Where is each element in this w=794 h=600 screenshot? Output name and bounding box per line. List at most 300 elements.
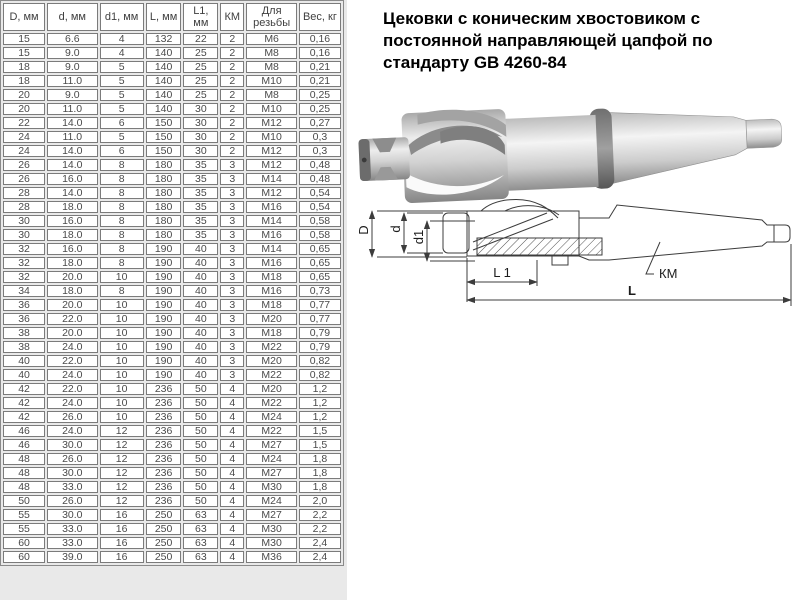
table-cell: 3 <box>220 257 244 269</box>
table-row <box>3 425 341 437</box>
table-cell: 24.0 <box>47 425 97 437</box>
table-row <box>3 523 341 535</box>
table-cell: 236 <box>146 397 182 409</box>
table-cell: М30 <box>246 523 296 535</box>
table-cell: 4 <box>220 509 244 521</box>
table-cell: 35 <box>183 215 218 227</box>
table-cell: 5 <box>100 75 144 87</box>
table-cell: 8 <box>100 159 144 171</box>
table-row <box>3 467 341 479</box>
table-cell: 26 <box>3 159 45 171</box>
table-row <box>3 481 341 493</box>
table-cell: 236 <box>146 425 182 437</box>
table-cell: 14.0 <box>47 117 97 129</box>
table-row <box>3 117 341 129</box>
table-cell: 4 <box>220 411 244 423</box>
table-cell: М27 <box>246 467 296 479</box>
table-cell: 8 <box>100 285 144 297</box>
table-cell: 60 <box>3 537 45 549</box>
table-cell: 48 <box>3 453 45 465</box>
table-cell: 22 <box>183 33 218 45</box>
table-cell: 8 <box>100 257 144 269</box>
table-cell: 5 <box>100 103 144 115</box>
table-cell: 39.0 <box>47 551 97 563</box>
table-cell: М12 <box>246 159 296 171</box>
table-cell: М22 <box>246 425 296 437</box>
table-cell: 4 <box>220 481 244 493</box>
table-cell: 236 <box>146 439 182 451</box>
spec-table <box>0 0 344 566</box>
column-header: L1, мм <box>183 3 218 31</box>
table-cell: 250 <box>146 537 182 549</box>
table-cell: 48 <box>3 467 45 479</box>
table-row <box>3 355 341 367</box>
table-cell: 140 <box>146 47 182 59</box>
table-cell: 12 <box>100 481 144 493</box>
table-cell: М24 <box>246 453 296 465</box>
table-cell: 14.0 <box>47 159 97 171</box>
table-cell: 0,65 <box>299 271 341 283</box>
table-cell: 16.0 <box>47 215 97 227</box>
table-cell: 0,82 <box>299 369 341 381</box>
table-cell: 2 <box>220 75 244 87</box>
table-cell: 12 <box>100 453 144 465</box>
table-cell: 3 <box>220 313 244 325</box>
table-row <box>3 103 341 115</box>
table-cell: 18.0 <box>47 229 97 241</box>
table-cell: М20 <box>246 355 296 367</box>
table-cell: 0,25 <box>299 89 341 101</box>
content-panel <box>347 0 794 600</box>
table-cell: 24.0 <box>47 341 97 353</box>
table-cell: М27 <box>246 509 296 521</box>
table-cell: 2,2 <box>299 523 341 535</box>
table-row <box>3 411 341 423</box>
table-cell: 40 <box>183 327 218 339</box>
table-cell: 4 <box>220 425 244 437</box>
table-cell: 236 <box>146 453 182 465</box>
dimension-diagram-svg <box>347 198 794 338</box>
table-cell: 2 <box>220 145 244 157</box>
table-cell: 30.0 <box>47 509 97 521</box>
table-cell: 50 <box>183 481 218 493</box>
table-cell: 140 <box>146 75 182 87</box>
table-cell: М6 <box>246 33 296 45</box>
table-cell: 0,21 <box>299 61 341 73</box>
table-cell: 0,65 <box>299 243 341 255</box>
table-cell: 24 <box>3 145 45 157</box>
table-cell: 3 <box>220 327 244 339</box>
table-cell: 16 <box>100 509 144 521</box>
table-cell: 180 <box>146 173 182 185</box>
tool-photo-image <box>351 86 791 216</box>
table-cell: 16.0 <box>47 243 97 255</box>
table-cell: 3 <box>220 187 244 199</box>
table-cell: 190 <box>146 341 182 353</box>
table-cell: М10 <box>246 131 296 143</box>
table-cell: 3 <box>220 285 244 297</box>
table-cell: 2,2 <box>299 509 341 521</box>
table-row <box>3 313 341 325</box>
table-cell: 40 <box>183 313 218 325</box>
table-cell: 30.0 <box>47 439 97 451</box>
table-cell: 30.0 <box>47 467 97 479</box>
table-cell: 38 <box>3 341 45 353</box>
table-row <box>3 33 341 45</box>
table-cell: 190 <box>146 369 182 381</box>
table-cell: 2 <box>220 61 244 73</box>
table-cell: 40 <box>183 243 218 255</box>
table-row <box>3 61 341 73</box>
table-cell: 4 <box>220 551 244 563</box>
table-cell: М16 <box>246 201 296 213</box>
table-cell: М12 <box>246 117 296 129</box>
table-cell: 25 <box>183 75 218 87</box>
table-cell: 35 <box>183 159 218 171</box>
table-cell: 42 <box>3 383 45 395</box>
table-body <box>3 33 341 563</box>
table-cell: 0,77 <box>299 313 341 325</box>
table-cell: 22.0 <box>47 313 97 325</box>
table-cell: 26.0 <box>47 495 97 507</box>
table-cell: 0,48 <box>299 173 341 185</box>
table-cell: 36 <box>3 299 45 311</box>
table-cell: 236 <box>146 383 182 395</box>
table-cell: 5 <box>100 61 144 73</box>
table-cell: 22 <box>3 117 45 129</box>
table-cell: 15 <box>3 33 45 45</box>
table-cell: М14 <box>246 243 296 255</box>
table-cell: 26 <box>3 173 45 185</box>
table-row <box>3 271 341 283</box>
table-cell: 1,8 <box>299 453 341 465</box>
table-cell: 4 <box>220 439 244 451</box>
table-cell: 35 <box>183 187 218 199</box>
table-cell: 63 <box>183 537 218 549</box>
table-cell: М8 <box>246 47 296 59</box>
table-cell: 0,54 <box>299 187 341 199</box>
table-row <box>3 551 341 563</box>
table-cell: 11.0 <box>47 75 97 87</box>
table-cell: 0,25 <box>299 103 341 115</box>
table-cell: М22 <box>246 397 296 409</box>
table-row <box>3 173 341 185</box>
table-cell: 2 <box>220 89 244 101</box>
table-cell: 30 <box>183 145 218 157</box>
table-cell: 0,65 <box>299 257 341 269</box>
table-cell: 50 <box>183 453 218 465</box>
spec-table-panel <box>0 0 347 600</box>
table-cell: 55 <box>3 523 45 535</box>
table-cell: 25 <box>183 61 218 73</box>
table-cell: 10 <box>100 383 144 395</box>
table-cell: 2 <box>220 117 244 129</box>
table-cell: 50 <box>183 467 218 479</box>
table-cell: 2 <box>220 103 244 115</box>
table-cell: 1,5 <box>299 439 341 451</box>
table-cell: 2 <box>220 47 244 59</box>
table-cell: 190 <box>146 313 182 325</box>
table-cell: 8 <box>100 215 144 227</box>
table-cell: 40 <box>3 355 45 367</box>
table-cell: 11.0 <box>47 131 97 143</box>
table-row <box>3 509 341 521</box>
table-cell: 250 <box>146 523 182 535</box>
dim-label-d1: d1 <box>411 229 426 245</box>
table-cell: 10 <box>100 355 144 367</box>
table-cell: 12 <box>100 425 144 437</box>
table-cell: 180 <box>146 201 182 213</box>
column-header: d1, мм <box>100 3 144 31</box>
table-cell: 3 <box>220 299 244 311</box>
table-cell: 1,2 <box>299 383 341 395</box>
column-header: d, мм <box>47 3 97 31</box>
table-cell: 22.0 <box>47 355 97 367</box>
table-row <box>3 131 341 143</box>
table-cell: 150 <box>146 145 182 157</box>
table-cell: 0,79 <box>299 327 341 339</box>
table-cell: 20.0 <box>47 299 97 311</box>
table-cell: 33.0 <box>47 481 97 493</box>
table-cell: 2,0 <box>299 495 341 507</box>
table-cell: 33.0 <box>47 537 97 549</box>
table-row <box>3 187 341 199</box>
table-cell: М16 <box>246 257 296 269</box>
table-cell: 2 <box>220 131 244 143</box>
table-cell: 35 <box>183 173 218 185</box>
table-cell: 0,54 <box>299 201 341 213</box>
table-cell: 180 <box>146 229 182 241</box>
table-cell: 40 <box>183 355 218 367</box>
column-header: D, мм <box>3 3 45 31</box>
table-cell: 0,27 <box>299 117 341 129</box>
tool-photo <box>351 86 791 216</box>
table-cell: 140 <box>146 89 182 101</box>
table-cell: 190 <box>146 243 182 255</box>
table-cell: 24.0 <box>47 397 97 409</box>
table-cell: М20 <box>246 313 296 325</box>
table-row <box>3 243 341 255</box>
table-cell: 42 <box>3 397 45 409</box>
table-cell: 9.0 <box>47 47 97 59</box>
table-cell: 15 <box>3 47 45 59</box>
table-cell: 8 <box>100 187 144 199</box>
table-cell: 20 <box>3 89 45 101</box>
table-cell: М12 <box>246 145 296 157</box>
table-cell: 50 <box>183 425 218 437</box>
table-cell: 63 <box>183 509 218 521</box>
table-cell: М16 <box>246 229 296 241</box>
table-cell: 30 <box>183 131 218 143</box>
table-cell: 30 <box>3 215 45 227</box>
table-cell: 3 <box>220 243 244 255</box>
table-cell: 180 <box>146 159 182 171</box>
table-row <box>3 47 341 59</box>
table-cell: 8 <box>100 229 144 241</box>
table-cell: 6 <box>100 117 144 129</box>
table-cell: 190 <box>146 355 182 367</box>
table-cell: 0,73 <box>299 285 341 297</box>
table-cell: 3 <box>220 215 244 227</box>
table-cell: 250 <box>146 509 182 521</box>
table-cell: 0,3 <box>299 131 341 143</box>
table-cell: 3 <box>220 341 244 353</box>
table-cell: 25 <box>183 89 218 101</box>
table-cell: М10 <box>246 103 296 115</box>
table-cell: 20 <box>3 103 45 115</box>
table-cell: 14.0 <box>47 187 97 199</box>
table-cell: 10 <box>100 271 144 283</box>
table-cell: 4 <box>100 33 144 45</box>
table-cell: 40 <box>183 271 218 283</box>
table-cell: 1,8 <box>299 481 341 493</box>
table-row <box>3 201 341 213</box>
table-cell: 22.0 <box>47 383 97 395</box>
table-cell: 28 <box>3 201 45 213</box>
table-cell: 9.0 <box>47 89 97 101</box>
table-cell: 18.0 <box>47 285 97 297</box>
table-cell: М14 <box>246 215 296 227</box>
table-cell: 4 <box>220 397 244 409</box>
table-cell: М36 <box>246 551 296 563</box>
table-cell: 8 <box>100 201 144 213</box>
table-cell: 55 <box>3 509 45 521</box>
table-cell: 3 <box>220 369 244 381</box>
table-row <box>3 453 341 465</box>
table-cell: 28 <box>3 187 45 199</box>
table-cell: 50 <box>183 495 218 507</box>
table-cell: 132 <box>146 33 182 45</box>
table-cell: 4 <box>220 383 244 395</box>
table-cell: 16 <box>100 537 144 549</box>
table-cell: М24 <box>246 495 296 507</box>
table-cell: 18.0 <box>47 257 97 269</box>
table-cell: 8 <box>100 243 144 255</box>
table-cell: 0,3 <box>299 145 341 157</box>
table-cell: 46 <box>3 439 45 451</box>
table-cell: 40 <box>183 257 218 269</box>
table-cell: 1,5 <box>299 425 341 437</box>
table-cell: 3 <box>220 355 244 367</box>
table-cell: М30 <box>246 537 296 549</box>
column-header: Для резьбы <box>246 3 296 31</box>
table-cell: 10 <box>100 341 144 353</box>
table-cell: 236 <box>146 481 182 493</box>
table-cell: 150 <box>146 117 182 129</box>
table-cell: 10 <box>100 369 144 381</box>
table-cell: 3 <box>220 173 244 185</box>
table-cell: 150 <box>146 131 182 143</box>
table-cell: 4 <box>220 467 244 479</box>
table-row <box>3 495 341 507</box>
table-cell: М16 <box>246 285 296 297</box>
table-cell: 33.0 <box>47 523 97 535</box>
table-cell: 10 <box>100 299 144 311</box>
table-cell: 2,4 <box>299 537 341 549</box>
table-cell: 2,4 <box>299 551 341 563</box>
table-row <box>3 369 341 381</box>
table-row <box>3 257 341 269</box>
table-cell: 30 <box>183 103 218 115</box>
table-cell: 30 <box>183 117 218 129</box>
table-cell: 180 <box>146 187 182 199</box>
table-cell: 1,8 <box>299 467 341 479</box>
table-cell: 2 <box>220 33 244 45</box>
table-cell: 4 <box>220 523 244 535</box>
table-cell: 18.0 <box>47 201 97 213</box>
table-row <box>3 89 341 101</box>
table-cell: 236 <box>146 467 182 479</box>
table-cell: 32 <box>3 271 45 283</box>
dim-label-d: d <box>388 225 403 233</box>
table-cell: 3 <box>220 229 244 241</box>
table-cell: 12 <box>100 467 144 479</box>
table-cell: 4 <box>220 537 244 549</box>
table-cell: 190 <box>146 271 182 283</box>
table-cell: 3 <box>220 159 244 171</box>
table-cell: 30 <box>3 229 45 241</box>
table-cell: 38 <box>3 327 45 339</box>
table-cell: 8 <box>100 173 144 185</box>
table-cell: 1,2 <box>299 397 341 409</box>
table-cell: 190 <box>146 257 182 269</box>
table-cell: 24.0 <box>47 369 97 381</box>
table-cell: 40 <box>3 369 45 381</box>
table-row <box>3 341 341 353</box>
table-cell: 0,79 <box>299 341 341 353</box>
table-cell: 6.6 <box>47 33 97 45</box>
table-cell: 50 <box>183 397 218 409</box>
table-row <box>3 285 341 297</box>
dim-label-L: L <box>628 283 636 298</box>
table-cell: 26.0 <box>47 411 97 423</box>
table-cell: 16 <box>100 551 144 563</box>
table-cell: 34 <box>3 285 45 297</box>
column-header: Вес, кг <box>299 3 341 31</box>
table-row <box>3 75 341 87</box>
table-cell: М14 <box>246 173 296 185</box>
table-cell: М18 <box>246 327 296 339</box>
table-row <box>3 397 341 409</box>
table-cell: М8 <box>246 89 296 101</box>
table-cell: 190 <box>146 299 182 311</box>
table-cell: М24 <box>246 411 296 423</box>
table-cell: 40 <box>183 341 218 353</box>
table-cell: 20.0 <box>47 327 97 339</box>
table-cell: 18 <box>3 75 45 87</box>
table-cell: 190 <box>146 285 182 297</box>
table-cell: 63 <box>183 551 218 563</box>
table-cell: 10 <box>100 397 144 409</box>
column-header: L, мм <box>146 3 182 31</box>
table-cell: 9.0 <box>47 61 97 73</box>
table-cell: 50 <box>183 411 218 423</box>
table-cell: М20 <box>246 383 296 395</box>
table-row <box>3 145 341 157</box>
table-header-row <box>3 3 341 31</box>
table-cell: 1,2 <box>299 411 341 423</box>
table-cell: 18 <box>3 61 45 73</box>
table-cell: 3 <box>220 201 244 213</box>
table-cell: 50 <box>183 439 218 451</box>
table-cell: 236 <box>146 411 182 423</box>
table-cell: 3 <box>220 271 244 283</box>
table-cell: 190 <box>146 327 182 339</box>
table-cell: 16.0 <box>47 173 97 185</box>
table-cell: 0,16 <box>299 33 341 45</box>
table-cell: М8 <box>246 61 296 73</box>
table-cell: 12 <box>100 495 144 507</box>
